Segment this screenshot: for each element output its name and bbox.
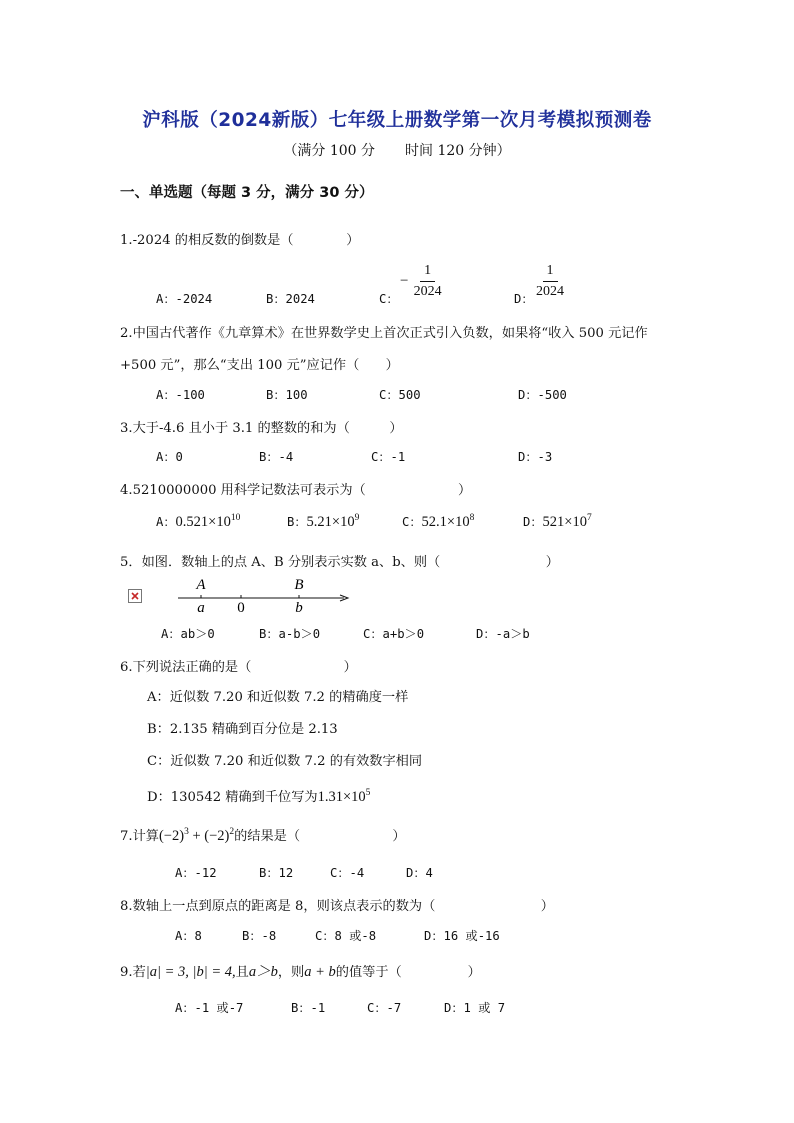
question-6-option-a: A：近似数 7.20 和近似数 7.2 的精确度一样 bbox=[147, 690, 409, 705]
question-5-stem: 5．如图．数轴上的点 A、B 分别表示实数 a、b、则（ ） bbox=[120, 555, 559, 570]
stem-prefix: 7.计算 bbox=[120, 829, 159, 844]
question-6-option-b: B：2.135 精确到百分位是 2.13 bbox=[147, 722, 338, 737]
base-1: (−2) bbox=[158, 828, 185, 844]
question-3-option-b: B：-4 bbox=[259, 450, 294, 464]
question-3-option-a: A：0 bbox=[156, 450, 183, 464]
exam-title: 沪科版（2024新版）七年级上册数学第一次月考模拟预测卷 bbox=[142, 110, 652, 131]
option-letter: B： bbox=[287, 515, 307, 529]
question-1-option-d-fraction bbox=[536, 263, 564, 300]
question-3-option-d: D：-3 bbox=[518, 450, 553, 464]
question-4-option-d bbox=[523, 511, 592, 531]
question-7-option-d: D：4 bbox=[406, 866, 433, 880]
sum-expression: a + b bbox=[304, 964, 336, 980]
exponent-2: 2 bbox=[229, 827, 235, 838]
fraction bbox=[414, 263, 442, 300]
coefficient: 52.1×10 bbox=[421, 514, 470, 530]
minus-sign: − bbox=[400, 273, 409, 289]
full-score: （满分 100 分 bbox=[283, 143, 375, 159]
question-7-option-c: C：-4 bbox=[330, 866, 365, 880]
question-7-option-a: A：-12 bbox=[175, 866, 217, 880]
condition-expression: |a| = 3, |b| = 4, bbox=[145, 964, 236, 980]
scientific-number bbox=[307, 514, 360, 530]
question-2-stem-line-2: +500 元”，那么“支出 100 元”应记作（ ） bbox=[120, 358, 399, 373]
question-8-stem: 8.数轴上一点到原点的距离是 8，则该点表示的数为（ ） bbox=[120, 899, 554, 914]
plus-sign: + bbox=[188, 828, 205, 844]
scientific-number bbox=[176, 514, 241, 530]
exponent: 5 bbox=[365, 788, 371, 799]
value-label-a: a bbox=[197, 600, 205, 616]
option-text: D：130542 精确到千位写为 bbox=[147, 790, 318, 805]
question-9-option-c: C：-7 bbox=[367, 1001, 402, 1015]
question-4-option-c bbox=[402, 511, 474, 531]
question-9-option-a: A：-1 或-7 bbox=[175, 1001, 244, 1015]
fraction-denominator: 2024 bbox=[413, 284, 442, 299]
question-8-option-b: B：-8 bbox=[242, 929, 277, 943]
question-2-option-a: A：-100 bbox=[156, 388, 205, 402]
question-1-option-c: C： bbox=[379, 292, 399, 306]
point-label-A: A bbox=[196, 577, 206, 593]
question-5-option-b: B：a-b＞0 bbox=[259, 627, 321, 641]
exponent: 8 bbox=[469, 513, 475, 524]
question-1-option-c-fraction bbox=[400, 263, 442, 300]
scientific-number bbox=[543, 514, 592, 530]
question-4-stem: 4.5210000000 用科学记数法可表示为（ ） bbox=[120, 483, 472, 498]
question-9-option-d: D：1 或 7 bbox=[444, 1001, 506, 1015]
stem-comma: ，则 bbox=[277, 965, 305, 980]
fraction-numerator: 1 bbox=[543, 263, 558, 282]
stem-and: 且 bbox=[235, 965, 249, 980]
question-2-stem-line-1: 2.中国古代著作《九章算术》在世界数学史上首次正式引入负数，如果将“收入 500 元记作 bbox=[120, 326, 648, 341]
question-6-option-d bbox=[147, 786, 370, 806]
number-line-figure bbox=[178, 574, 354, 616]
question-3-option-c: C：-1 bbox=[371, 450, 406, 464]
option-letter: D： bbox=[523, 515, 543, 529]
base-2: (−2) bbox=[204, 828, 230, 844]
question-7-stem bbox=[120, 825, 406, 845]
coefficient: 0.521×10 bbox=[175, 514, 231, 530]
inequality-expression: a＞b bbox=[248, 964, 278, 980]
question-2-option-b: B：100 bbox=[266, 388, 308, 402]
question-3-stem: 3.大于-4.6 且小于 3.1 的整数的和为（ ） bbox=[120, 421, 403, 436]
question-2-option-d: D：-500 bbox=[518, 388, 567, 402]
question-7-option-b: B：12 bbox=[259, 866, 294, 880]
stem-prefix: 9.若 bbox=[120, 965, 146, 980]
question-4-option-b bbox=[287, 511, 359, 531]
fraction bbox=[536, 263, 564, 300]
point-label-B: B bbox=[294, 577, 304, 593]
fraction-numerator: 1 bbox=[420, 263, 435, 282]
question-4-option-a bbox=[156, 511, 240, 531]
question-5-option-a: A：ab＞0 bbox=[161, 627, 215, 641]
question-5-option-c: C：a+b＞0 bbox=[363, 627, 425, 641]
option-letter: C： bbox=[402, 515, 422, 529]
broken-image-icon bbox=[128, 589, 142, 603]
question-8-option-c: C：8 或-8 bbox=[315, 929, 377, 943]
power-expression bbox=[159, 828, 234, 844]
value-label-b: b bbox=[295, 600, 303, 616]
question-6-option-c: C：近似数 7.20 和近似数 7.2 的有效数字相同 bbox=[147, 754, 423, 769]
stem-suffix: 的值等于（ ） bbox=[335, 965, 481, 980]
question-6-stem: 6.下列说法正确的是（ ） bbox=[120, 660, 357, 675]
question-9-option-b: B：-1 bbox=[291, 1001, 326, 1015]
coefficient: 521×10 bbox=[542, 514, 587, 530]
exponent-1: 3 bbox=[184, 827, 189, 838]
question-9-stem bbox=[120, 960, 481, 981]
question-1-stem: 1.-2024 的相反数的倒数是（ ） bbox=[120, 233, 360, 248]
section-heading: 一、单选题（每题 3 分，满分 30 分） bbox=[120, 185, 374, 201]
option-letter: A： bbox=[156, 515, 176, 529]
value-label-0: 0 bbox=[237, 600, 245, 616]
exponent: 7 bbox=[586, 513, 592, 524]
question-8-option-a: A：8 bbox=[175, 929, 202, 943]
fraction-denominator: 2024 bbox=[536, 284, 564, 299]
question-8-option-d: D：16 或-16 bbox=[424, 929, 500, 943]
coefficient: 5.21×10 bbox=[306, 514, 355, 530]
stem-suffix: 的结果是（ ） bbox=[234, 829, 406, 844]
question-1-option-a: A：-2024 bbox=[156, 292, 213, 306]
question-5-option-d: D：-a＞b bbox=[476, 627, 530, 641]
question-1-option-b: B：2024 bbox=[266, 292, 315, 306]
exponent: 10 bbox=[230, 513, 241, 524]
time-limit: 时间 120 分钟） bbox=[405, 143, 511, 159]
exam-subtitle bbox=[0, 140, 794, 160]
scientific-number bbox=[318, 789, 371, 805]
exponent: 9 bbox=[354, 513, 360, 524]
scientific-number bbox=[422, 514, 475, 530]
question-2-option-c: C：500 bbox=[379, 388, 421, 402]
question-1-option-d: D： bbox=[514, 292, 534, 306]
coefficient: 1.31×10 bbox=[317, 789, 366, 805]
